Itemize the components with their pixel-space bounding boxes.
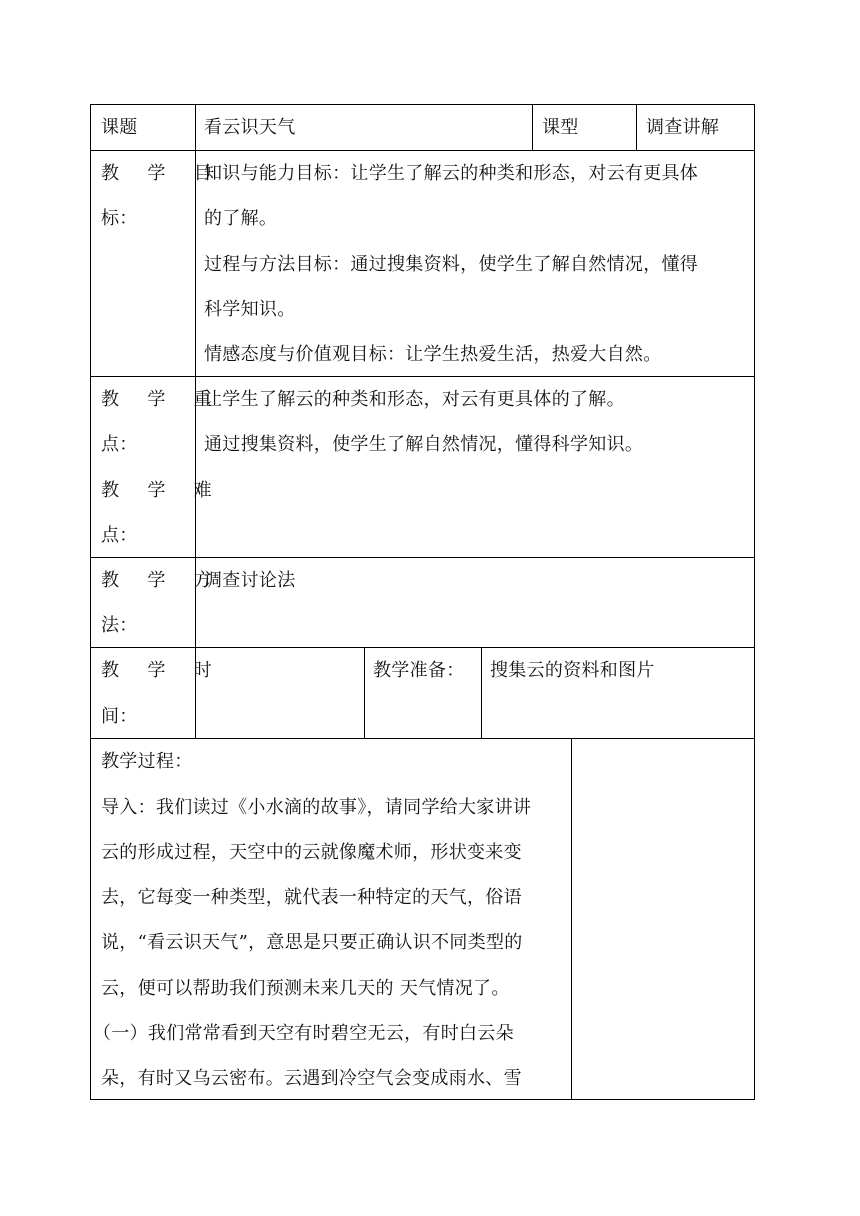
table-border-bottom	[90, 1099, 755, 1100]
goals-line: 的了解。	[204, 208, 278, 229]
method-value: 调查讨论法	[204, 570, 296, 591]
table-rule	[90, 738, 755, 739]
table-border-left	[90, 104, 91, 1100]
difficulties-label: 点：	[101, 525, 138, 546]
goals-label: 标：	[101, 208, 138, 229]
time-label: 间：	[101, 706, 138, 727]
table-rule	[571, 738, 572, 1099]
table-rule	[90, 150, 755, 151]
goals-line: 科学知识。	[204, 299, 296, 320]
difficulties-label: 教 学 难	[101, 480, 212, 501]
process-line: 朵，有时又乌云密布。云遇到冷空气会变成雨水、雪	[101, 1068, 522, 1089]
process-line: （一）我们常常看到天空有时碧空无云，有时白云朵	[93, 1023, 514, 1044]
prep-value: 搜集云的资料和图片	[490, 660, 655, 681]
table-rule	[90, 376, 755, 377]
type-label: 课型	[542, 117, 579, 138]
keypoints-line: 让学生了解云的种类和形态，对云有更具体的了解。	[204, 389, 625, 410]
goals-line: 情感态度与价值观目标：让学生热爱生活，热爱大自然。	[204, 344, 662, 365]
process-line: 说，“看云识天气”，意思是只要正确认识不同类型的	[101, 932, 523, 953]
keypoints-label: 教 学 重	[101, 389, 212, 410]
keypoints-line: 通过搜集资料，使学生了解自然情况，懂得科学知识。	[204, 434, 644, 455]
process-heading: 教学过程：	[101, 751, 193, 772]
type-value: 调查讲解	[646, 117, 720, 138]
table-rule	[532, 104, 533, 150]
table-rule	[364, 647, 365, 738]
process-line: 云的形成过程，天空中的云就像魔术师，形状变来变	[101, 842, 522, 863]
process-line: 云，便可以帮助我们预测未来几天的 天气情况了。	[101, 978, 510, 999]
table-rule	[90, 647, 755, 648]
goals-label: 教 学 目	[101, 163, 212, 184]
table-rule	[90, 557, 755, 558]
goals-line: 过程与方法目标：通过搜集资料，使学生了解自然情况，懂得	[204, 254, 699, 275]
time-label: 教 学 时	[101, 660, 212, 681]
keypoints-label: 点：	[101, 434, 138, 455]
table-rule	[481, 647, 482, 738]
table-border-right	[754, 104, 755, 1100]
table-border-top	[90, 104, 755, 105]
process-line: 导入：我们读过《小水滴的故事》，请同学给大家讲讲	[101, 797, 532, 818]
method-label: 法：	[101, 615, 138, 636]
goals-line: 知识与能力目标：让学生了解云的种类和形态，对云有更具体	[204, 163, 699, 184]
table-rule	[195, 104, 196, 738]
prep-label: 教学准备：	[373, 660, 465, 681]
method-label: 教 学 方	[101, 570, 212, 591]
topic-value: 看云识天气	[204, 117, 296, 138]
topic-label: 课题	[101, 117, 138, 138]
table-rule	[636, 104, 637, 150]
process-line: 去，它每变一种类型，就代表一种特定的天气，俗语	[101, 887, 522, 908]
